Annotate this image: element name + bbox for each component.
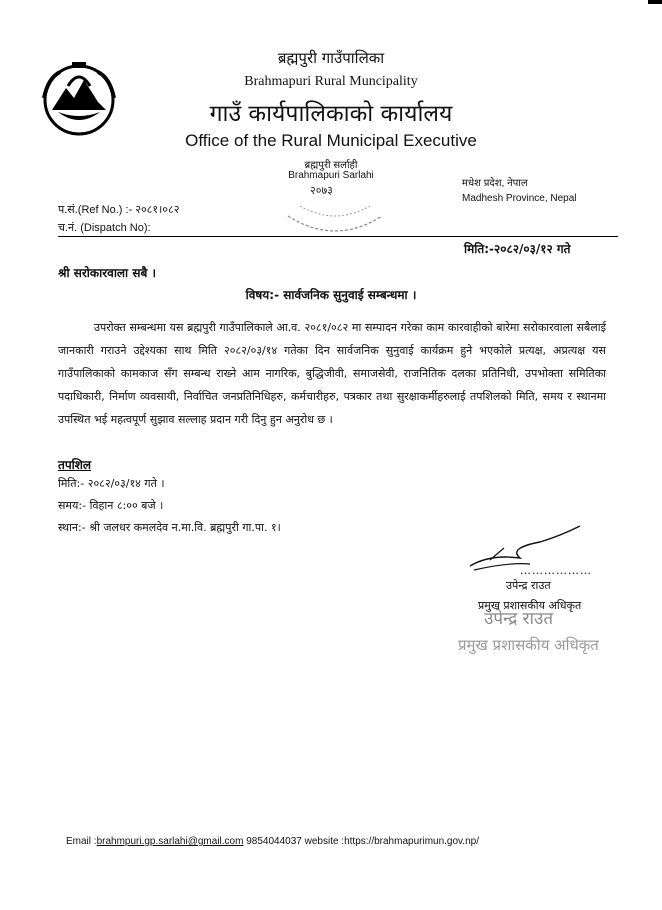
footer-email-label: Email :: [66, 836, 97, 847]
province: [462, 176, 577, 206]
office-name-en: Office of the Rural Municipal Executive: [185, 131, 477, 150]
dispatch-number: च.नं. (Dispatch No):: [58, 222, 151, 234]
ref-number: प.सं.(Ref No.) :- २०८१।०८२: [58, 204, 180, 216]
details-venue: स्थान:- श्री जलधर कमलदेव न.मा.वि. ब्रह्मपुरी गा.पा. १।: [58, 521, 281, 534]
signatory-name: उपेन्द्र राउत: [506, 579, 551, 592]
letter-body: उपरोक्त सम्बन्धमा यस ब्रह्मपुरी गाउँपालिकाले आ.व. २०८१/०८२ मा सम्पादन गरेका काम कारवाहीको बारेमा सरोकारवाला सबैलाई जानकारी गराउने उद्देश्यका साथ मिति २०८२/०३/१४ गतेका दिन सार्वजनिक सुनुवाई कार्यक्रम हुने भएकोले प्रत्यक्ष, अप्रत्यक्ष यस गाउँपालिकाको कामकाज सँग सम्बन्ध राख्ने आम नागरिक, बुद्धिजीवी, समाजसेवी, राजनितिक दलका प्रतिनिधी, उपभोक्ता समितिका पदाधिकारी, निर्माण व्यवसायी, निर्वाचित जनप्रतिनिधिहरु, कर्मचारीहरु, पत्रकार तथा सुरक्षाकर्मीहरुलाई तपशिलको मिति, समय र स्थानमा उपस्थित भई महत्वपूर्ण सुझाव सल्लाह प्रदान गरी दिनु हुन अनुरोध छ ।: [58, 321, 606, 426]
place-np: ब्रह्मपुरी सर्लाही: [304, 160, 358, 171]
header-divider: [58, 236, 618, 237]
province-np: मधेश प्रदेश, नेपाल: [462, 178, 528, 189]
footer-contact: [66, 836, 479, 847]
municipality-name-np: ब्रह्मपुरी गाउँपालिका: [277, 49, 385, 67]
svg-text:उपेन्द्र राउत: उपेन्द्र राउत: [484, 609, 554, 629]
footer-website-link[interactable]: https://brahmapurimun.gov.np/: [344, 836, 479, 847]
signatory-title: प्रमुख प्रशासकीय अधिकृत: [478, 599, 582, 612]
municipality-name-en: Brahmapuri Rural Muncipality: [244, 74, 418, 89]
subject: विषय:- सार्वजनिक सुनुवाई सम्बन्धमा ।: [245, 288, 417, 302]
details-date: मिति:- २०८२/०३/१४ गते ।: [58, 477, 165, 490]
letter-date: मिति:-२०८२/०३/१२ गते: [464, 242, 571, 256]
name-stamp: [458, 604, 608, 656]
recipient: श्री सरोकारवाला सबै ।: [58, 266, 157, 280]
province-en: Madhesh Province, Nepal: [462, 193, 577, 204]
signature-dots: ………………: [520, 564, 592, 577]
footer-website-label: website :: [304, 836, 345, 847]
stamp-year: २०७३: [310, 184, 333, 197]
place-en: Brahmapuri Sarlahi: [288, 170, 374, 181]
details-time: समय:- विहान ८:०० बजे ।: [58, 499, 164, 512]
svg-text:प्रमुख प्रशासकीय अधिकृत: प्रमुख प्रशासकीय अधिकृत: [458, 636, 599, 654]
office-stamp: [280, 176, 390, 240]
footer-phone: 9854044037: [246, 836, 302, 847]
footer-email-link[interactable]: brahmpuri.gp.sarlahi@gmail.com: [96, 836, 244, 847]
scan-corner-mark: [648, 0, 662, 4]
office-name-np: गाउँ कार्यपालिकाको कार्यालय: [209, 101, 453, 127]
details-title: तपशिल: [58, 458, 92, 472]
